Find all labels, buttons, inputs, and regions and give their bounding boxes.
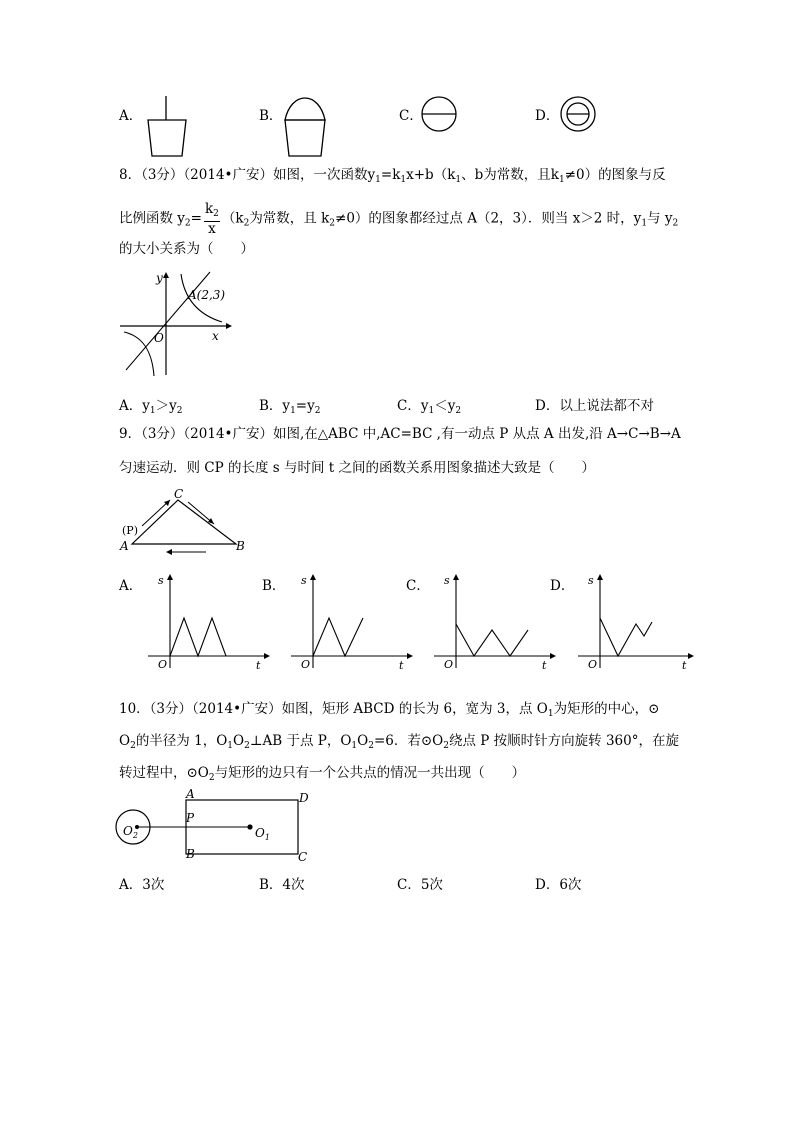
q8-label-y: y [156,271,163,285]
svg-text:D: D [299,791,309,805]
q9-option-b-graph [289,570,419,670]
svg-text:P: P [186,811,195,825]
svg-text:t: t [256,659,261,672]
q7-option-a-figure [140,96,200,160]
q10-line-2: $O_2$的半径为 1，$O_1O_2\perp AB$ 于点 P，$O_1O_2=6$．若$⊙O_2$绕点 P 按顺时针方向旋转 360°，在旋 [119,733,679,751]
q9-label-a: A [120,539,129,553]
svg-text:O: O [301,658,311,671]
q7-option-c-figure [420,96,480,136]
svg-text:A: A [186,787,195,801]
svg-text:O2: $O_2$ [123,824,138,840]
q8-label-x: x [212,329,219,343]
q8-line-graph [126,272,210,370]
q9-option-b-label[interactable]: B． [262,578,286,594]
q9-option-a-label[interactable]: A． [119,578,143,594]
svg-text:B: B [186,847,195,861]
q8-line-3: 的大小关系为（ ） [119,241,254,257]
svg-text:O: O [158,658,168,671]
q10-option-b[interactable]: B．4次 [259,877,305,893]
q9-triangle-figure [118,486,258,556]
svg-text:O: O [588,658,598,671]
svg-text:t: t [682,659,687,672]
q8-label-o: O [154,331,164,345]
q8-label-a: A(2,3) [188,288,226,302]
svg-text:s: s [588,574,594,587]
svg-text:O: O [444,658,454,671]
q9-line-1: 9．（3分）（2014•广安）如图,在△ABC 中,AC=BC ,有一动点 P 从点 A 出发,沿 A→C→B→A [119,426,681,442]
q10-rectangle-figure [112,788,322,864]
q7-option-a-label[interactable]: A． [119,108,143,124]
q7-option-b-label[interactable]: B． [259,108,283,124]
svg-text:C: C [298,850,308,864]
q9-option-d-label[interactable]: D． [550,578,575,594]
q9-label-p: (P) [122,524,138,537]
q8-option-a[interactable]: A．$y_1>y_2$ [119,398,183,416]
q8-graph [118,270,238,380]
q10-option-d[interactable]: D．6次 [535,877,582,893]
q9-label-b: B [236,539,245,553]
svg-text:t: t [399,659,404,672]
q10-option-c[interactable]: C．5次 [397,877,443,893]
q10-line-1: 10．（3分）（2014•广安）如图，矩形 ABCD 的长为 6，宽为 3，点 $O_1$为矩形的中心，⊙ [119,701,660,719]
q9-option-d-graph [576,570,706,670]
q8-option-c[interactable]: C．$y_1<y_2$ [397,398,462,416]
q8-fraction: $\frac{k_2}{x}$ [204,201,219,237]
svg-text:s: s [444,574,450,587]
q8-option-b[interactable]: B．$y_1=y_2$ [259,398,321,416]
q7-option-b-figure [282,96,342,160]
q7-option-d-label[interactable]: D． [535,108,560,124]
q7-option-c-label[interactable]: C． [399,108,423,124]
q10-option-a[interactable]: A．3次 [119,877,165,893]
q8-line-1: 8．（3分）（2014•广安）如图，一次函数$y_1=k_1x+b(k_1$、b为常数，且$k_1\ne 0$）的图象与反 [119,167,666,185]
q9-option-a-graph [146,570,276,670]
q9-option-c-graph [432,570,562,670]
q9-label-c: C [174,487,184,501]
svg-text:t: t [542,659,547,672]
q10-line-3: 转过程中，$⊙O_2$与矩形的边只有一个公共点的情况一共出现（ ） [119,765,526,783]
svg-text:O1: $O_1$ [255,826,270,842]
q8-line-2: 比例函数 $y_2=$ $\frac{k_2}{x}$ （$k_2$为常数，且 $k_2\ne 0$）的图象都经过点 A（2，3）．则当 x＞2 时，$y_1$与 $y_2$ [119,201,679,237]
svg-text:s: s [301,574,307,587]
q9-line-2: 匀速运动．则 CP 的长度 s 与时间 t 之间的函数关系用图象描述大致是（ ） [119,460,596,476]
svg-text:s: s [158,574,164,587]
q9-option-c-label[interactable]: C． [406,578,430,594]
q8-option-d[interactable]: D．以上说法都不对 [535,398,654,414]
q7-option-d-figure [560,96,620,136]
